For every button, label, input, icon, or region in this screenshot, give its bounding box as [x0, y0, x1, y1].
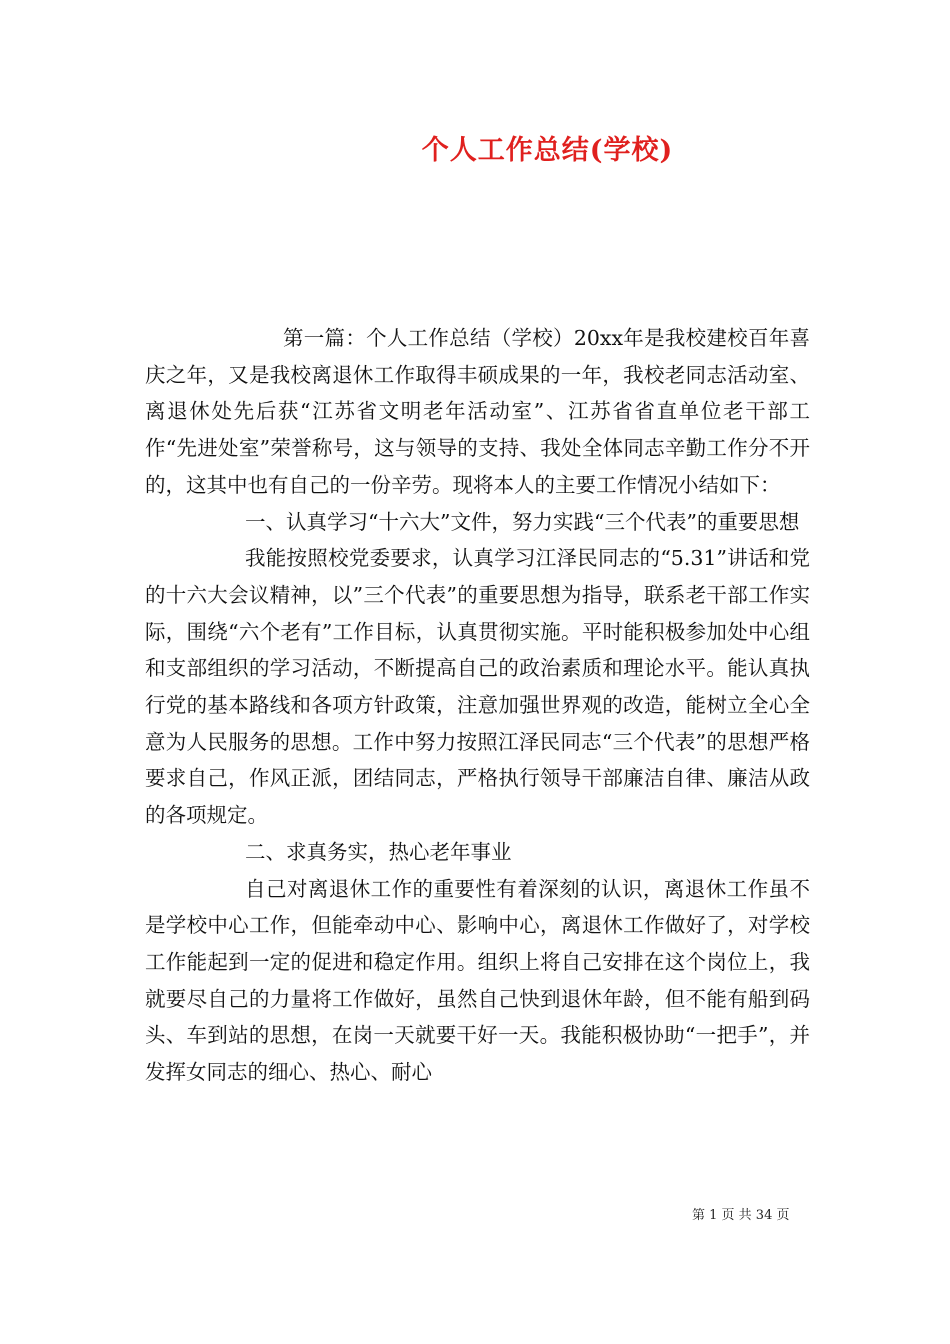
paragraph-section-1: 我能按照校党委要求，认真学习江泽民同志的“5.31”讲话和党的十六大会议精神，以”三个代表”的重要思想为指导，联系老干部工作实际，围绕“六个老有”工作目标，认真贯彻实施。平时能积极参加处中心组和支部组织的学习活动，不断提高自己的政治素质和理论水平。能认真执行党的基本路线和各项方针政策，注意加强世界观的改造，能树立全心全意为人民服务的思想。工作中努力按照江泽民同志“三个代表”的思想严格要求自己，作风正派，团结同志，严格执行领导干部廉洁自律、廉洁从政的各项规定。 [145, 546, 810, 828]
paragraph-section-2: 自己对离退休工作的重要性有着深刻的认识，离退休工作虽不是学校中心工作，但能牵动中心、影响中心，离退休工作做好了，对学校工作能起到一定的促进和稳定作用。组织上将自己安排在这个岗位上，我就要尽自己的力量将工作做好，虽然自己快到退休年龄，但不能有船到码头、车到站的思想，在岗一天就要干好一天。我能积极协助“一把手”，并发挥女同志的细心、热心、耐心 [145, 876, 810, 1085]
section-heading-2: 二、求真务实，热心老年事业 [245, 839, 512, 864]
paragraph-intro: 第一篇：个人工作总结（学校）20xx年是我校建校百年喜庆之年，又是我校离退休工作取得丰硕成果的一年，我校老同志活动室、离退休处先后获“江苏省文明老年活动室”、江苏省省直单位老干部工作“先进处室”荣誉称号，这与领导的支持、我处全体同志辛勤工作分不开的，这其中也有自己的一份辛劳。现将本人的主要工作情况小结如下： [145, 326, 810, 497]
page-number-footer: 第 1 页 共 34 页 [692, 1208, 790, 1223]
page-title: 个人工作总结(学校) [421, 135, 674, 166]
section-heading-1: 一、认真学习“十六大”文件，努力实践“三个代表”的重要思想 [245, 509, 800, 534]
document-body [145, 320, 810, 1091]
